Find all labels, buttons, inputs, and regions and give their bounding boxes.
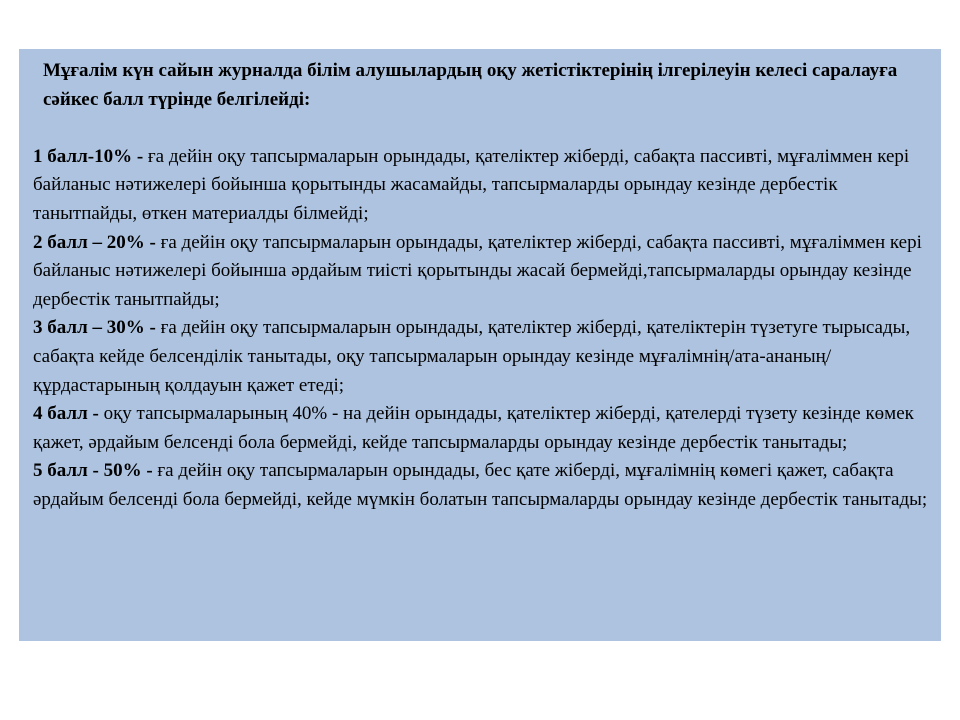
slide-heading: Мұғалім күн сайын журналда білім алушылардың оқу жетістіктерінің ілгерілеуін келесі саралауға сәйкес балл түрінде белгілейді: <box>43 60 898 110</box>
criterion-5-balls <box>33 457 931 514</box>
spacer <box>33 114 931 143</box>
criterion-text: оқу тапсырмаларының 40% - на дейін орындады, қателіктер жіберді, қателерді түзету кезінде көмек қажет, әрдайым белсенді бола бермейді, кейде тапсырмаларды орындау кезінде дербестік танытады; <box>33 403 914 453</box>
criterion-lead: 5 балл - 50% - <box>33 460 153 482</box>
criterion-3-balls <box>33 314 931 400</box>
criterion-lead: 3 балл – 30% - <box>33 317 156 339</box>
criterion-lead: 2 балл – 20% - <box>33 231 156 253</box>
criterion-4-balls <box>33 400 931 457</box>
criterion-1-balls <box>33 143 931 229</box>
criterion-lead: 1 балл-10% - <box>33 145 144 167</box>
criterion-text: ға дейін оқу тапсырмаларын орындады, қателіктер жіберді, қателіктерін түзетуге тырысады, сабақта кейде белсенділік танытады, оқу тапсырмаларын орындау кезінде мұғалімнің/ата-ананың/құрдастарының қолдауын қажет етеді; <box>33 317 911 396</box>
criterion-text: ға дейін оқу тапсырмаларын орындады, қателіктер жіберді, сабақта пассивті, мұғаліммен кері байланыс нәтижелері бойынша әрдайым тиісті қорытынды жасай бермейді,тапсырмаларды орындау кезінде дербестік танытпайды; <box>33 231 922 310</box>
criterion-text: ға дейін оқу тапсырмаларын орындады, бес қате жіберді, мұғалімнің көмегі қажет, сабақта әрдайым белсенді бола бермейді, кейде мүмкін болатын тапсырмаларды орындау кезінде дербестік танытады; <box>33 460 928 510</box>
content-box <box>19 49 941 641</box>
criterion-lead: 4 балл - <box>33 403 99 425</box>
criterion-text: ға дейін оқу тапсырмаларын орындады, қателіктер жіберді, сабақта пассивті, мұғаліммен кері байланыс нәтижелері бойынша қорытынды жасамайды, тапсырмаларды орындау кезінде дербестік танытпайды, өткен материалды білмейді; <box>33 145 910 224</box>
criterion-2-balls <box>33 229 931 315</box>
